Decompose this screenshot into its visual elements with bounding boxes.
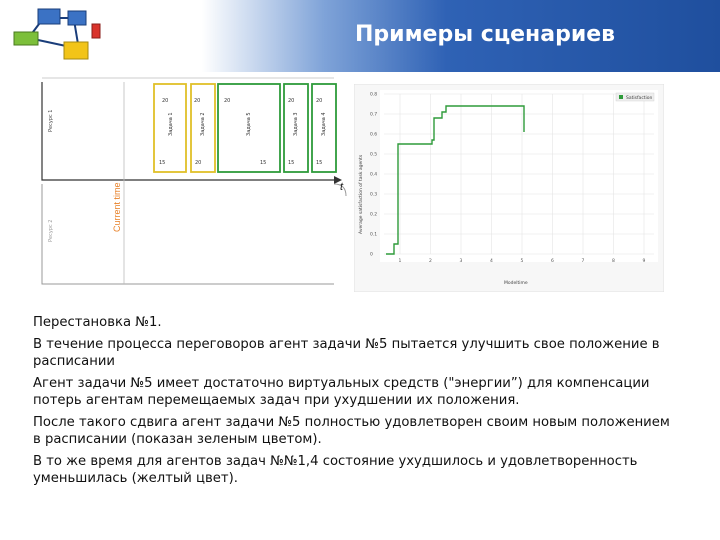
svg-text:15: 15 — [260, 160, 267, 166]
x-tick-label: 5 — [520, 259, 524, 264]
x-axis-label: Modeltime — [504, 281, 528, 286]
svg-text:15: 15 — [316, 160, 323, 166]
description-text — [33, 314, 673, 492]
slide-header — [0, 0, 720, 72]
y-tick-label: 0.1 — [370, 232, 378, 238]
y-tick-label: 0.2 — [370, 212, 378, 218]
x-tick-label: 4 — [490, 259, 493, 264]
paragraph-title: Перестановка №1. — [33, 315, 162, 330]
x-tick-label: 8 — [612, 259, 615, 264]
y-tick-label: 0 — [370, 252, 373, 258]
y-axis-label: Average satisfaction of task agents — [359, 154, 364, 234]
svg-text:20: 20 — [194, 98, 201, 104]
y-tick-label: 0.4 — [370, 172, 378, 178]
svg-text:20: 20 — [162, 98, 169, 104]
paragraph-negotiation: В течение процесса переговоров агент задачи №5 пытается улучшить свое положение в расписании — [33, 336, 660, 369]
y-tick-label: 0.5 — [370, 152, 378, 158]
svg-text:Задача 2: Задача 2 — [200, 112, 206, 136]
paragraph-worsened: В то же время для агентов задач №№1,4 состояние ухудшилось и удовлетворенность уменьшилась (желтый цвет). — [33, 453, 638, 486]
svg-text:Задача 3: Задача 3 — [293, 112, 299, 136]
y-tick-label: 0.3 — [370, 192, 378, 198]
y-tick-label: 0.6 — [370, 132, 378, 138]
svg-text:Задача 5: Задача 5 — [246, 112, 252, 136]
x-tick-label: 9 — [642, 259, 646, 264]
svg-text:20: 20 — [288, 98, 295, 104]
svg-text:15: 15 — [288, 160, 295, 166]
current-time-label: Current time — [112, 182, 122, 232]
x-tick-label: 2 — [429, 259, 432, 264]
svg-text:Задача 1: Задача 1 — [168, 112, 174, 136]
x-tick-label: 3 — [459, 259, 463, 264]
svg-text:20: 20 — [224, 98, 231, 104]
legend-swatch — [619, 95, 623, 99]
slide-title: Примеры сценариев — [355, 22, 616, 47]
x-tick-label: 6 — [551, 259, 554, 264]
network-logo-icon — [8, 6, 104, 66]
satisfaction-chart — [354, 84, 664, 292]
y-tick-label: 0.8 — [370, 92, 378, 98]
time-axis-label: t — [340, 181, 344, 193]
svg-text:20: 20 — [195, 160, 202, 166]
paragraph-energy: Агент задачи №5 имеет достаточно виртуальных средств ("энергии”) для компенсации потерь агентам перемещаемых задач при ухудшении их положения. — [33, 375, 650, 408]
y-tick-label: 0.7 — [370, 112, 378, 118]
paragraph-satisfied: После такого сдвига агент задачи №5 полностью удовлетворен своим новым положением в расписании (показан зеленым цветом). — [33, 414, 670, 447]
schedule-diagram — [34, 72, 354, 290]
x-tick-label: 1 — [398, 259, 402, 264]
svg-text:Ресурс 2: Ресурс 2 — [48, 219, 54, 242]
svg-text:15: 15 — [159, 160, 166, 166]
svg-text:Задача 4: Задача 4 — [321, 112, 327, 136]
x-tick-label: 7 — [581, 259, 585, 264]
legend-label: Satisfaction — [626, 96, 653, 101]
svg-text:Ресурс 1: Ресурс 1 — [48, 109, 54, 132]
svg-text:20: 20 — [316, 98, 323, 104]
